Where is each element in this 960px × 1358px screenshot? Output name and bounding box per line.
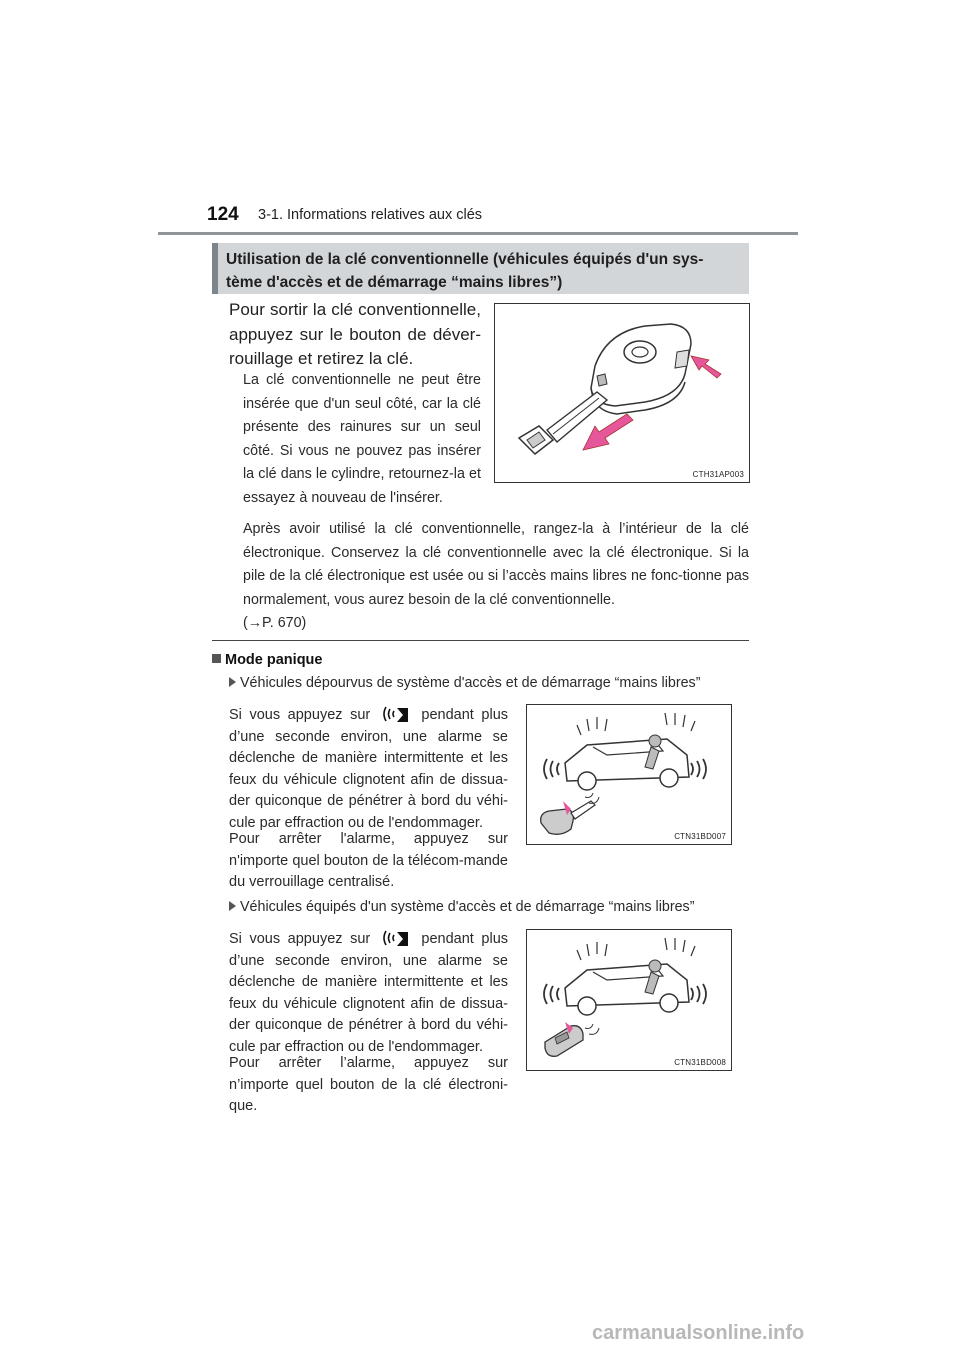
panic-alarm-figure-remote bbox=[526, 704, 732, 845]
electronic-key-illustration bbox=[495, 304, 748, 481]
condition-text: Véhicules dépourvus de système d'accès et de démarrage “mains libres” bbox=[240, 675, 701, 691]
panic-button-icon bbox=[382, 705, 410, 723]
header-rule bbox=[158, 232, 798, 235]
panic-mode-heading bbox=[212, 652, 322, 668]
key-storage-note bbox=[243, 518, 749, 636]
panic-stop-1: Pour arrêter l'alarme, appuyez sur n'importe quel bouton de la télécom-mande du verrouillage centralisé. bbox=[229, 831, 508, 890]
section-heading-line1: Utilisation de la clé conventionnelle (véhicules équipés d'un sys- bbox=[226, 251, 704, 268]
panic-text-pre: Si vous appuyez sur bbox=[229, 707, 371, 723]
condition-with-smart-key bbox=[229, 899, 694, 915]
car-alarm-illustration bbox=[527, 930, 730, 1069]
panic-alarm-figure-smart-key bbox=[526, 929, 732, 1071]
figure-code: CTH31AP003 bbox=[692, 470, 744, 479]
figure-code: CTN31BD007 bbox=[674, 832, 726, 841]
figure-code: CTN31BD008 bbox=[674, 1058, 726, 1067]
section-title: 3-1. Informations relatives aux clés bbox=[258, 207, 483, 223]
condition-text: Véhicules équipés d'un système d'accès et de démarrage “mains libres” bbox=[240, 899, 695, 915]
section-heading bbox=[212, 243, 749, 294]
square-bullet-icon bbox=[212, 654, 221, 663]
section-heading-line2: tème d'accès et de démarrage “mains libres”) bbox=[226, 274, 563, 291]
panic-button-icon bbox=[382, 929, 410, 947]
triangle-bullet-icon bbox=[229, 901, 236, 911]
panic-mode-title: Mode panique bbox=[225, 652, 323, 668]
watermark: carmanualsonline.info bbox=[592, 1322, 805, 1344]
triangle-bullet-icon bbox=[229, 677, 236, 687]
panic-text-pre: Si vous appuyez sur bbox=[229, 931, 371, 947]
intro-paragraph: Pour sortir la clé conventionnelle, appuyez sur le bouton de déver-rouillage et retirez la clé. bbox=[229, 300, 481, 368]
key-insertion-note: La clé conventionnelle ne peut être insérée que d'un seul côté, car la clé présente des rainures sur un seul côté. Si vous ne pouvez pas insérer la clé dans le cylindre, retournez-la et essayez à nouveau de l'insérer. bbox=[243, 372, 481, 506]
condition-without-smart-key bbox=[229, 675, 700, 691]
key-release-figure bbox=[494, 303, 750, 483]
panic-description-2 bbox=[229, 929, 508, 1058]
key-storage-text: Après avoir utilisé la clé conventionnelle, rangez-la à l’intérieur de la clé électronique. Conservez la clé conventionnelle avec la clé électronique. Si la pile de la clé électronique est usée ou si l’accès mains libres ne fonc-tionne pas normalement, vous aurez besoin de la clé conventionnelle. bbox=[243, 521, 749, 608]
panic-description-1 bbox=[229, 705, 508, 834]
panic-text-post: pendant plus d’une seconde environ, une alarme se déclenche de manière intermittente et les feux du véhicule clignotent afin de dissua-der quiconque de pénétrer à bord du véhi-cule par effraction ou de l'endommager. bbox=[229, 931, 509, 1055]
panic-text-post: pendant plus d’une seconde environ, une alarme se déclenche de manière intermittente et les feux du véhicule clignotent afin de dissua-der quiconque de pénétrer à bord du véhi-cule par effraction ou de l'endommager. bbox=[229, 707, 509, 831]
page-number: 124 bbox=[207, 204, 239, 225]
car-alarm-illustration bbox=[527, 705, 730, 843]
page-reference: (→P. 670) bbox=[243, 615, 307, 631]
section-divider bbox=[212, 640, 749, 641]
panic-stop-2: Pour arrêter l’alarme, appuyez sur n’importe quel bouton de la clé électroni-que. bbox=[229, 1055, 508, 1114]
